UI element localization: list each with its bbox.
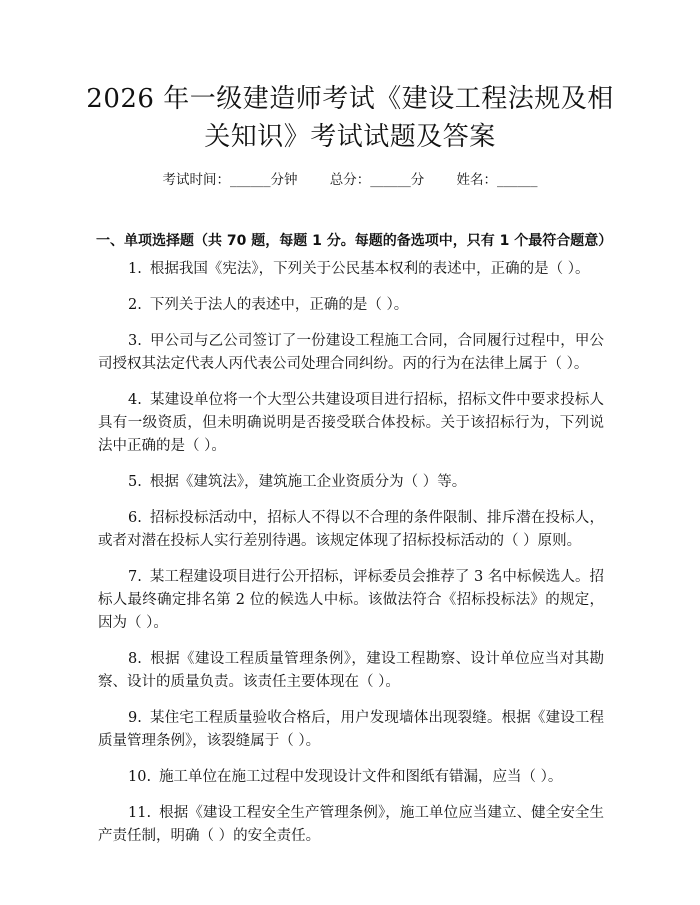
question-item (98, 648, 604, 694)
question-text: 某工程建设项目进行公开招标，评标委员会推荐了 3 名中标候选人。招标人最终确定排名第 2 位的候选人中标。该做法符合《招标投标法》的规定，因为（ ）。 (98, 569, 604, 631)
question-text: 招标投标活动中，招标人不得以不合理的条件限制、排斥潜在投标人，或者对潜在投标人实行差别待遇。该规定体现了招标投标活动的（ ）原则。 (98, 510, 604, 549)
question-text: 某住宅工程质量验收合格后，用户发现墙体出现裂缝。根据《建设工程质量管理条例》，该裂缝属于（ ）。 (98, 710, 604, 749)
total-score: 总分：______分 (329, 172, 425, 188)
title-line-2: 关知识》考试试题及答案 (204, 122, 496, 152)
question-item (98, 766, 604, 789)
question-number: 4. (128, 392, 142, 408)
candidate-name: 姓名：______ (456, 172, 538, 188)
question-number: 1. (128, 261, 142, 277)
section-heading: 一、单项选择题（共 70 题，每题 1 分。每题的备选项中，只有 1 个最符合题意） (96, 233, 613, 249)
question-number: 7. (128, 569, 142, 585)
question-number: 5. (128, 474, 142, 490)
question-item (98, 330, 604, 376)
question-number: 10. (128, 769, 152, 785)
question-text: 某建设单位将一个大型公共建设项目进行招标，招标文件中要求投标人具有一级资质，但未明确说明是否接受联合体投标。关于该招标行为，下列说法中正确的是（ ）。 (98, 392, 604, 454)
question-list (98, 258, 604, 861)
question-text: 下列关于法人的表述中，正确的是（ ）。 (149, 297, 409, 313)
question-text: 施工单位在施工过程中发现设计文件和图纸有错漏，应当（ ）。 (159, 769, 563, 785)
question-item (98, 389, 604, 458)
question-number: 6. (128, 510, 142, 526)
question-number: 3. (128, 333, 142, 349)
question-number: 8. (128, 651, 142, 667)
question-text: 根据《建设工程安全生产管理条例》，施工单位应当建立、健全安全生产责任制，明确（ ）的安全责任。 (98, 805, 604, 844)
question-text: 根据《建设工程质量管理条例》，建设工程勘察、设计单位应当对其勘察、设计的质量负责。该责任主要体现在（ ）。 (98, 651, 604, 690)
question-item (98, 802, 604, 848)
question-item (98, 566, 604, 635)
document-title (70, 80, 630, 156)
question-text: 根据我国《宪法》，下列关于公民基本权利的表述中，正确的是（ ）。 (149, 261, 590, 277)
question-item (98, 294, 604, 317)
question-number: 9. (128, 710, 142, 726)
question-item (98, 507, 604, 553)
exam-info (0, 168, 700, 188)
question-item (98, 258, 604, 281)
question-text: 甲公司与乙公司签订了一份建设工程施工合同，合同履行过程中，甲公司授权其法定代表人丙代表公司处理合同纠纷。丙的行为在法律上属于（ ）。 (98, 333, 604, 372)
title-line-1: 2026 年一级建造师考试《建设工程法规及相 (86, 84, 614, 114)
question-item (98, 707, 604, 753)
question-text: 根据《建筑法》，建筑施工企业资质分为（ ）等。 (149, 474, 467, 490)
question-number: 2. (128, 297, 142, 313)
exam-time: 考试时间：______分钟 (162, 172, 298, 188)
question-number: 11. (128, 805, 152, 821)
question-item (98, 471, 604, 494)
